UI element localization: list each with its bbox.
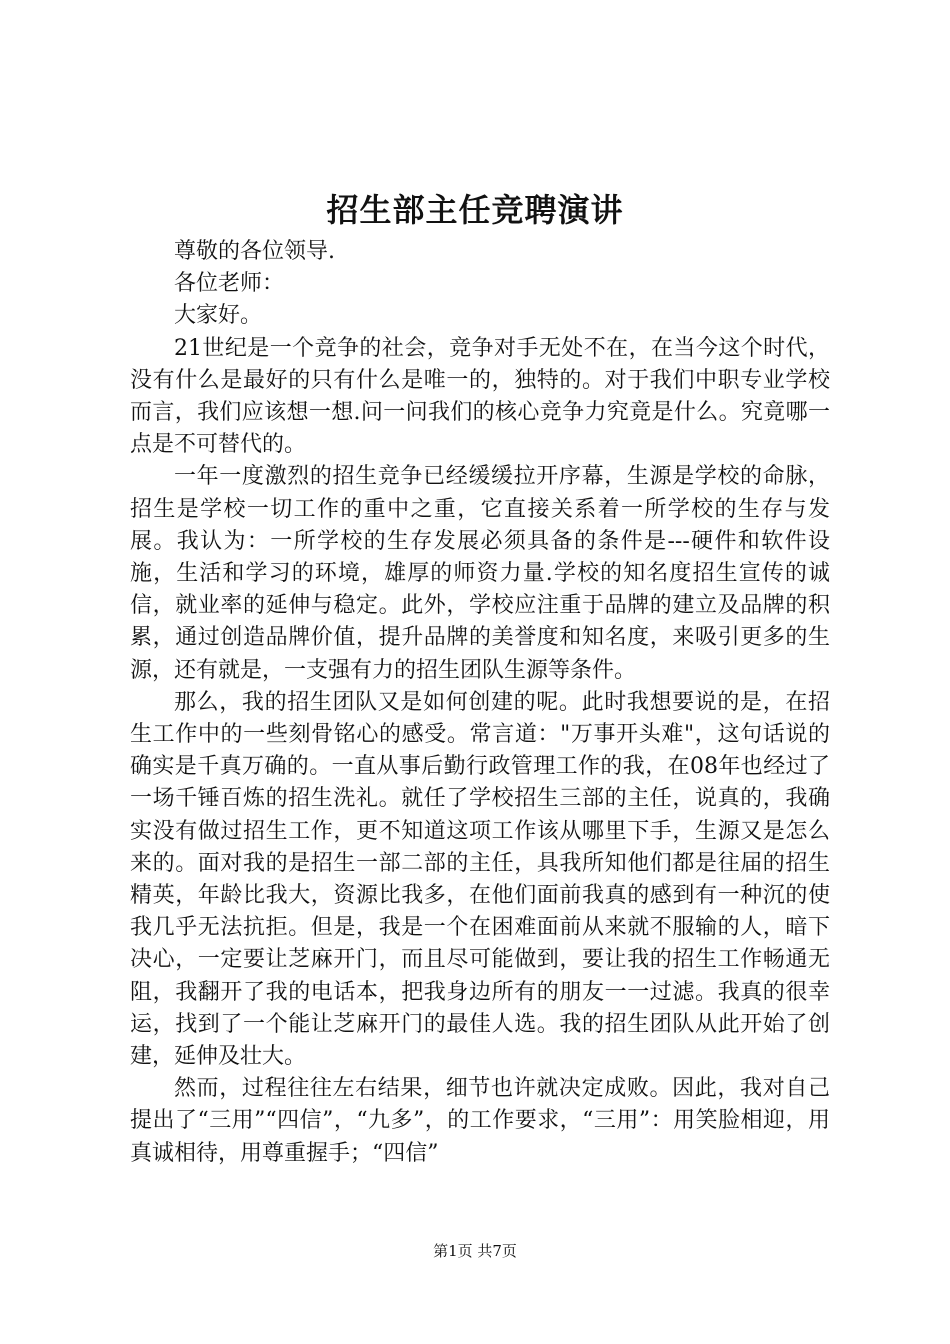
paragraph-intro: 21世纪是一个竞争的社会，竞争对手无处不在，在当今这个时代，没有什么是最好的只有什么是唯一的，独特的。对于我们中职专业学校而言，我们应该想一想.问一问我们的核心竞争力究竟是什么。究竟哪一点是不可替代的。 bbox=[130, 335, 830, 458]
salutation-leaders: 尊敬的各位领导. bbox=[174, 239, 335, 264]
paragraph-conditions: 一年一度激烈的招生竞争已经缓缓拉开序幕，生源是学校的命脉，招生是学校一切工作的重中之重，它直接关系着一所学校的生存与发展。我认为：一所学校的生存发展必须具备的条件是---硬件和软件设施，生活和学习的环境，雄厚的师资力量.学校的知名度招生宣传的诚信，就业率的延伸与稳定。此外，学校应注重于品牌的建立及品牌的积累，通过创造品牌价值，提升品牌的美誉度和知名度，来吸引更多的生源，还有就是，一支强有力的招生团队生源等条件。 bbox=[130, 464, 830, 683]
document-title: 招生部主任竞聘演讲 bbox=[326, 191, 624, 229]
salutation-teachers: 各位老师： bbox=[174, 271, 285, 297]
document-body bbox=[130, 236, 830, 1170]
page-number-footer: 第1页 共7页 bbox=[433, 1242, 517, 1260]
greeting: 大家好。 bbox=[174, 303, 263, 329]
paragraph-requirements: 然而，过程往往左右结果，细节也许就决定成败。因此，我对自己提出了“三用”“四信”，“九多”，的工作要求，“三用”：用笑脸相迎，用真诚相待，用尊重握手；“四信” bbox=[130, 1076, 830, 1166]
paragraph-team: 那么，我的招生团队又是如何创建的呢。此时我想要说的是，在招生工作中的一些刻骨铭心的感受。常言道："万事开头难"，这句话说的确实是千真万确的。一直从事后勤行政管理工作的我，在08年也经过了一场千锤百炼的招生洗礼。就任了学校招生三部的主任，说真的，我确实没有做过招生工作，更不知道这项工作该从哪里下手，生源又是怎么来的。面对我的是招生一部二部的主任，具我所知他们都是往届的招生精英，年龄比我大，资源比我多，在他们面前我真的感到有一种沉的使我几乎无法抗拒。但是，我是一个在困难面前从来就不服输的人，暗下决心，一定要让芝麻开门，而且尽可能做到，要让我的招生工作畅通无阻，我翻开了我的电话本，把我身边所有的朋友一一过滤。我真的很幸运，找到了一个能让芝麻开门的最佳人选。我的招生团队从此开始了创建，延伸及壮大。 bbox=[130, 689, 830, 1070]
